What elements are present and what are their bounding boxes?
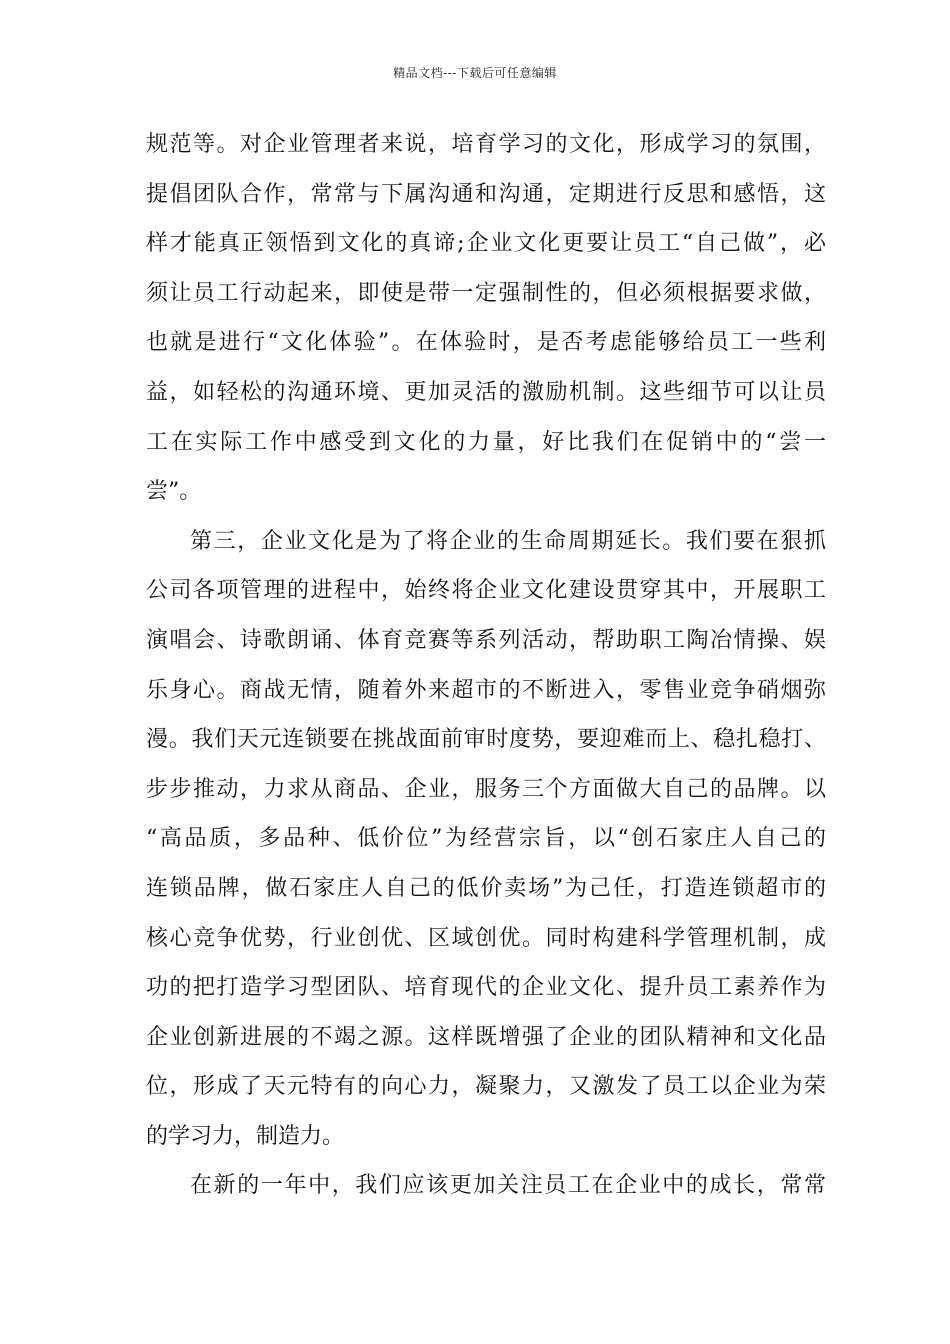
text-line: 连锁品牌，做石家庄人自己的低价卖场”为己任，打造连锁超市的 [146,875,826,901]
text-line: 也就是进行“文化体验”。在体验时，是否考虑能够给员工一些利 [146,330,826,356]
text-line: 尝”。 [146,479,202,505]
page-header: 精品文档---下载后可任意编辑 [393,66,557,80]
text-line: “高品质，多品种、低价位”为经营宗旨，以“创石家庄人自己的 [146,826,826,852]
document-body [146,120,826,1211]
text-line: 提倡团队合作，常常与下属沟通和沟通，定期进行反思和感悟，这 [146,181,826,207]
text-line: 公司各项管理的进程中，始终将企业文化建设贯穿其中，开展职工 [146,578,826,604]
text-line: 乐身心。商战无情，随着外来超市的不断进入，零售业竞争硝烟弥 [146,677,826,703]
text-line: 须让员工行动起来，即使是带一定强制性的，但必须根据要求做， [146,280,826,306]
text-line: 功的把打造学习型团队、培育现代的企业文化、提升员工素养作为 [146,975,826,1001]
text-line: 步步推动，力求从商品、企业，服务三个方面做大自己的品牌。以 [146,776,826,802]
text-line: 漫。我们天元连锁要在挑战面前审时度势，要迎难而上、稳扎稳打、 [146,727,826,753]
text-line: 企业创新进展的不竭之源。这样既增强了企业的团队精神和文化品 [146,1024,826,1050]
text-line: 规范等。对企业管理者来说，培育学习的文化，形成学习的氛围， [146,132,826,157]
text-line: 在新的一年中，我们应该更加关注员工在企业中的成长，常常 [190,1173,826,1199]
text-line: 的学习力，制造力。 [146,1123,345,1149]
text-line: 演唱会、诗歌朗诵、体育竞赛等系列活动，帮助职工陶冶情操、娱 [146,627,826,653]
text-line: 益，如轻松的沟通环境、更加灵活的激励机制。这些细节可以让员 [146,379,826,405]
text-line: 样才能真正领悟到文化的真谛;企业文化更要让员工“自己做”，必 [146,231,826,257]
text-line: 第三，企业文化是为了将企业的生命周期延长。我们要在狠抓 [190,528,826,554]
text-line: 工在实际工作中感受到文化的力量，好比我们在促销中的“尝一 [146,429,826,455]
text-line: 位，形成了天元特有的向心力，凝聚力，又激发了员工以企业为荣 [146,1074,826,1100]
text-line: 核心竞争优势，行业创优、区域创优。同时构建科学管理机制，成 [146,925,826,951]
